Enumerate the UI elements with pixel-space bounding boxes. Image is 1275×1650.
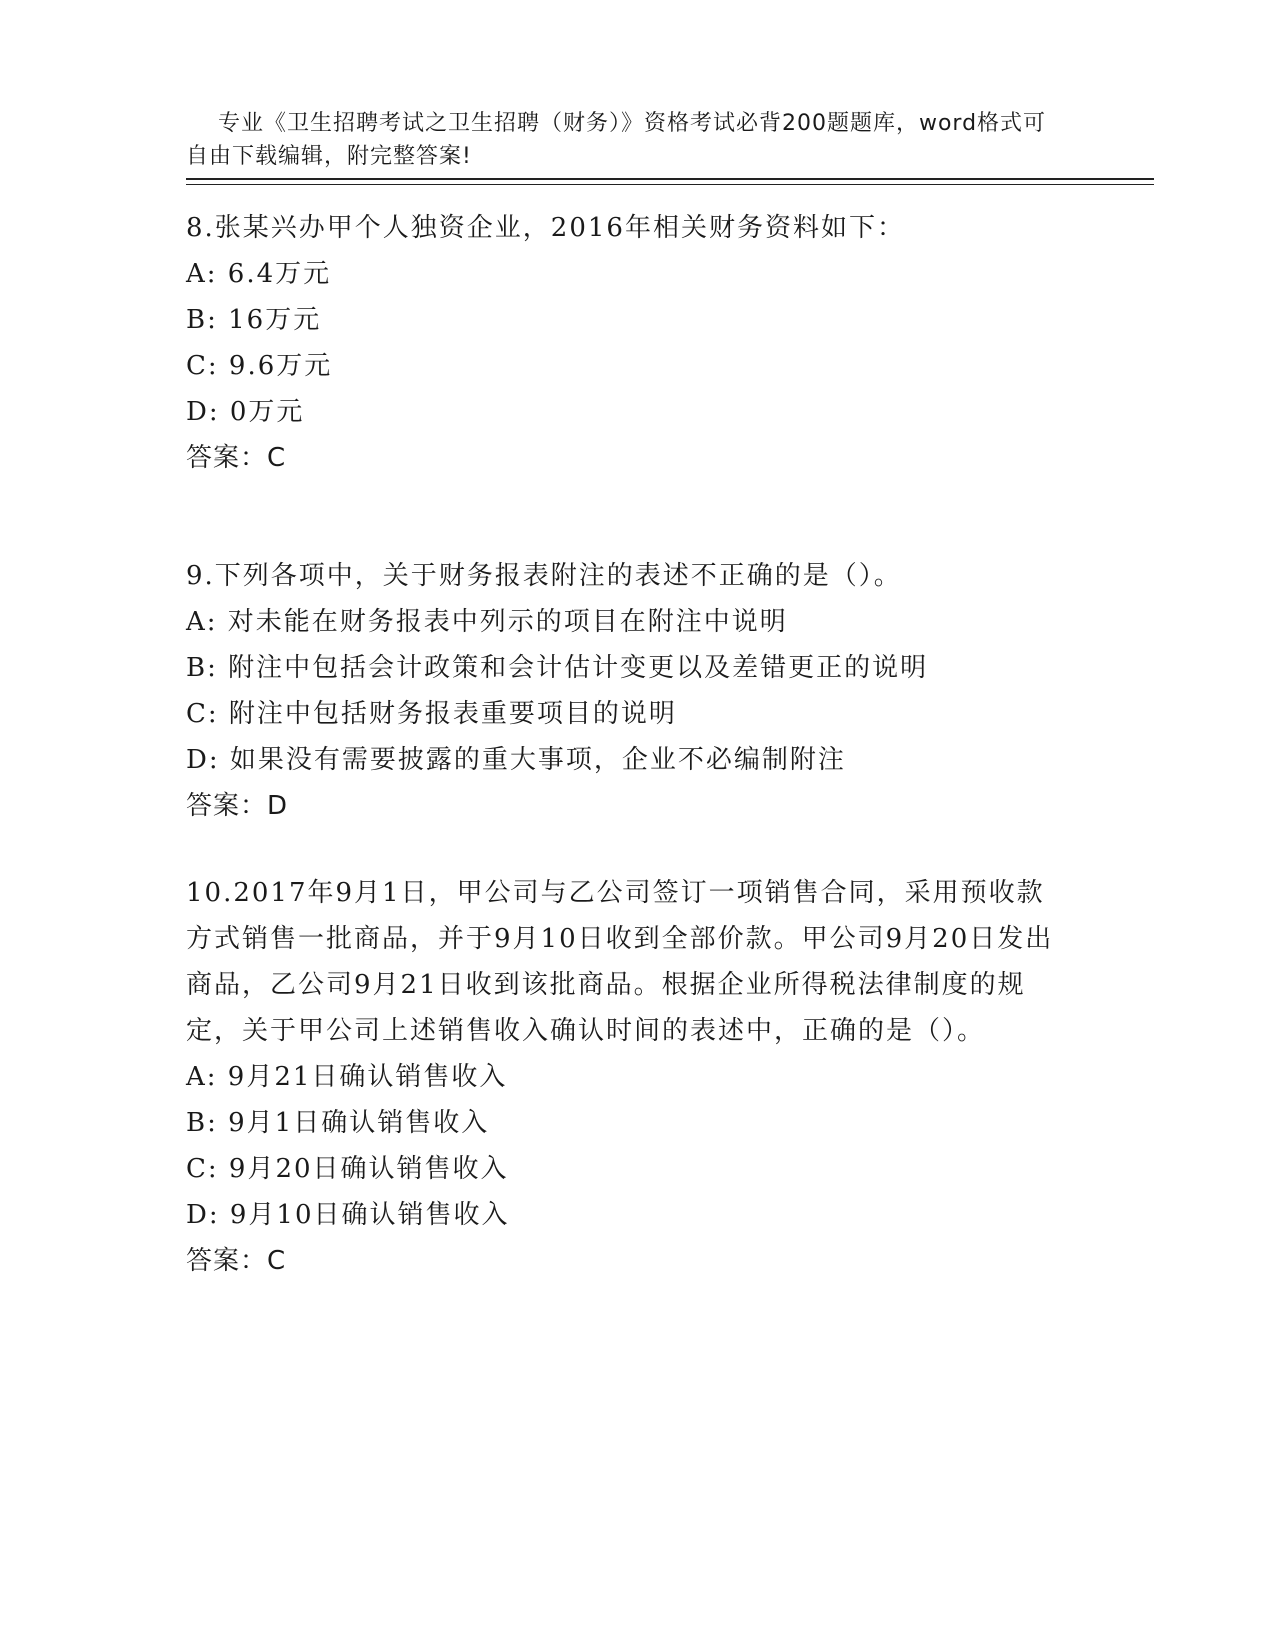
option-a: A: 对未能在财务报表中列示的项目在附注中说明	[186, 607, 788, 637]
option-b: B: 附注中包括会计政策和会计估计变更以及差错更正的说明	[186, 653, 929, 683]
header-divider-thin	[186, 184, 1154, 185]
question-8	[186, 205, 1086, 481]
option-d: D: 9月10日确认销售收入	[186, 1200, 510, 1230]
question-stem: 8.张某兴办甲个人独资企业，2016年相关财务资料如下：	[186, 213, 905, 243]
option-a: A: 6.4万元	[186, 259, 332, 289]
answer-line: 答案：C	[186, 443, 287, 473]
answer-line: 答案：D	[186, 791, 289, 821]
option-d: D: 0万元	[186, 397, 305, 427]
answer-line: 答案：C	[186, 1246, 287, 1276]
option-a: A: 9月21日确认销售收入	[186, 1062, 508, 1092]
option-b: B: 16万元	[186, 305, 322, 335]
question-9	[186, 553, 1086, 829]
option-c: C: 9.6万元	[186, 351, 333, 381]
header-intro-text: 专业《卫生招聘考试之卫生招聘（财务）》资格考试必背200题题库，word格式可自由下载编辑，附完整答案!	[186, 111, 1047, 169]
question-stem: 9.下列各项中，关于财务报表附注的表述不正确的是（）。	[186, 561, 902, 591]
option-d: D: 如果没有需要披露的重大事项，企业不必编制附注	[186, 745, 846, 775]
option-b: B: 9月1日确认销售收入	[186, 1108, 490, 1138]
option-c: C: 附注中包括财务报表重要项目的说明	[186, 699, 677, 729]
header-divider-thick	[186, 178, 1154, 180]
question-stem: 10.2017年9月1日，甲公司与乙公司签订一项销售合同，采用预收款方式销售一批商品，并于9月10日收到全部价款。甲公司9月20日发出商品，乙公司9月21日收到该批商品。根据企业所得税法律制度的规定，关于甲公司上述销售收入确认时间的表述中，正确的是（）。	[186, 878, 1054, 1046]
option-c: C: 9月20日确认销售收入	[186, 1154, 509, 1184]
document-header	[186, 74, 1066, 206]
question-10	[186, 870, 1066, 1284]
